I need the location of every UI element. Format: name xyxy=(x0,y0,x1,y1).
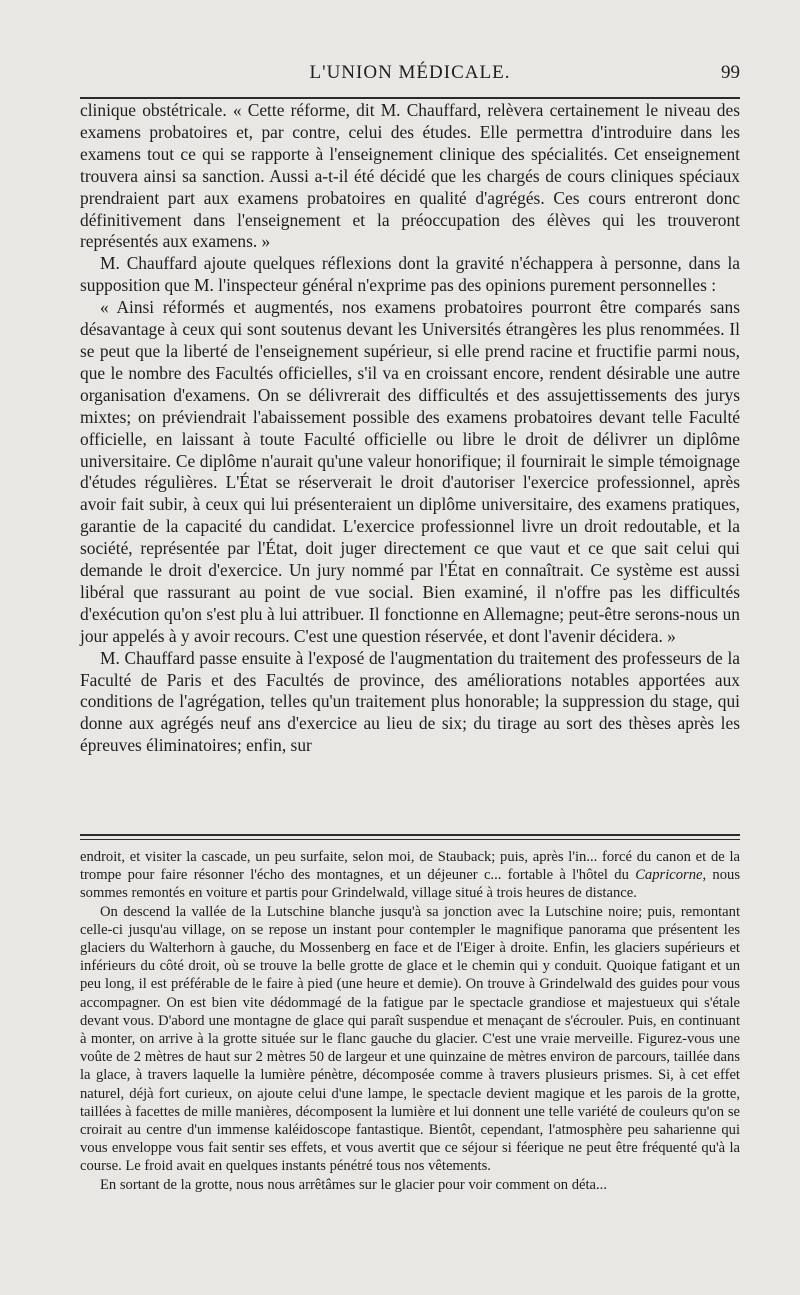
footnote-paragraph-3: En sortant de la grotte, nous nous arrêtâmes sur le glacier pour voir comment on déta... xyxy=(100,1176,607,1193)
footnote-text-run: , nous sommes remontés en voiture et partis pour Grindelwald, village situé à trois heures de distance. xyxy=(80,867,740,902)
paragraph-3: « Ainsi réformés et augmentés, nos examens probatoires pourront être comparés sans désavantage à ceux qui sont soutenus devant les Universités étrangères les plus renommées. Il se peut que la liberté de l'enseignement supérieur, si elle prend racine et fructifie parmi nous, que le nombre des Facultés officielles, s'il va en croissant encore, rendent désirable une autre organisation d'examens. On se délivrerait des difficultés et des assujettissements des jurys mixtes; on préviendrait l'abaissement possible des examens probatoires devant telle Faculté officielle, en laissant à toute Faculté officielle ou libre le droit de délivrer un diplôme universitaire. Ce diplôme n'aurait qu'une valeur honorifique; il fournirait le simple témoignage d'études régulières. L'État se réserverait le droit d'autoriser l'exercice professionnel, après avoir fait subir, à ceux qui lui présenteraient un diplôme universitaire, des examens pratiques, garantie de la capacité du candidat. L'exercice professionnel livre un droit redoutable, et la société, représentée par l'État, doit juger directement ce que vaut et ce que sait celui qui demande le droit d'exercice. Un jury nommé par l'État en connaîtrait. Ce système est aussi libéral que rassurant au point de vue social. Bien examiné, il n'offre pas les difficultés d'exécution qu'on s'est plu à lui attribuer. Il fonctionne en Allemagne; peut-être serons-nous un jour appelés à y avoir recours. C'est une question réservée, et dont l'avenir décidera. » xyxy=(80,297,740,646)
footnote xyxy=(80,848,740,1194)
footnote-paragraph-2: On descend la vallée de la Lutschine blanche jusqu'à sa jonction avec la Lutschine noire; puis, remontant celle-ci jusqu'au village, on se repose un instant pour contempler le magnifique panorama que présentent les glaciers du Walterhorn à gauche, du Mossenberg en face et de l'Eiger à droite. Enfin, les glaciers supérieurs et inférieurs du côté droit, où se trouve la belle grotte de glace et le chemin qui y conduit. Quoique fatigant et un peu long, il est préférable de le faire à pied (une heure et demie). On trouve à Grindelwald des guides pour vous accompagner. On est bien vite dédommagé de la fatigue par le spectacle grandiose et majestueux qui s'étale devant vous. D'abord une montagne de glace qui paraît suspendue et menaçant de s'écrouler. Puis, en continuant à monter, on arrive à la grotte située sur le flanc gauche du glacier. C'est une vraie merveille. Figurez-vous une voûte de 2 mètres de haut sur 2 mètres 50 de largeur et une quinzaine de mètres environ de parcours, taillée dans la glace, à travers laquelle la lumière pénètre, décomposée comme à travers plusieurs prismes. Si, à cet effet naturel, déjà fort curieux, on ajoute celui d'une lampe, le spectacle devient magique et les parois de la grotte, taillées à facettes de mille manières, décomposent la lumière et lui donnent une telle variété de couleurs qu'on se croirait au centre d'un immense kaléidoscope fantastique. Bientôt, cependant, l'atmosphère peu saharienne qui vous enveloppe vous fait sentir ses effets, et vous avertit que ce séjour si féerique ne peut être fréquenté qu'à la course. Le froid avait en quelques instants pénétré tous nos vêtements. xyxy=(80,903,740,1175)
footnote-separator xyxy=(80,834,740,836)
paragraph-4: M. Chauffard passe ensuite à l'exposé de l'augmentation du traitement des professeurs de la Faculté de Paris et des Facultés de province, des améliorations notables apportées aux conditions de l'agrégation, telles qu'un traitement plus honorable; la suppression du stage, qui donne aux agrégés neuf ans d'exercice au lieu de six; du tirage au sort des thèses après les épreuves éliminatoires; enfin, sur xyxy=(80,647,740,756)
hotel-name: Capricorne xyxy=(635,867,703,884)
page-header xyxy=(80,58,740,88)
running-title: L'UNION MÉDICALE. xyxy=(309,62,511,83)
footnote-separator-thin xyxy=(80,839,740,840)
paragraph-1: clinique obstétricale. « Cette réforme, dit M. Chauffard, relèvera certainement le niveau des examens probatoires et, par contre, celui des études. Elle permettra d'introduire dans les examens tout ce qui se rapporte à l'enseignement clinique des spécialités. Cet enseignement trouvera ainsi sa sanction. Aussi a-t-il été décidé que les chargés de cours cliniques spéciaux prendraient part aux examens probatoires en qualité d'agrégés. Ces cours entreront donc définitivement dans l'enseignement et la préoccupation des élèves qui les trouveront représentés aux examens. » xyxy=(80,100,740,252)
header-rule xyxy=(80,97,740,99)
footnote-text-run: endroit, et visiter la cascade, un peu surfaite, selon moi, de Stauback; puis, après l'in... forcé du canon et de la trompe pour faire résonner l'écho des montagnes, et un déjeuner c... fortable à l'hôtel du xyxy=(80,849,740,884)
page-number: 99 xyxy=(721,62,740,83)
main-text xyxy=(80,100,740,757)
paragraph-2: M. Chauffard ajoute quelques réflexions dont la gravité n'échappera à personne, dans la supposition que M. l'inspecteur général n'exprime pas des opinions purement personnelles : xyxy=(80,253,740,296)
footnote-paragraph-1 xyxy=(80,848,740,903)
